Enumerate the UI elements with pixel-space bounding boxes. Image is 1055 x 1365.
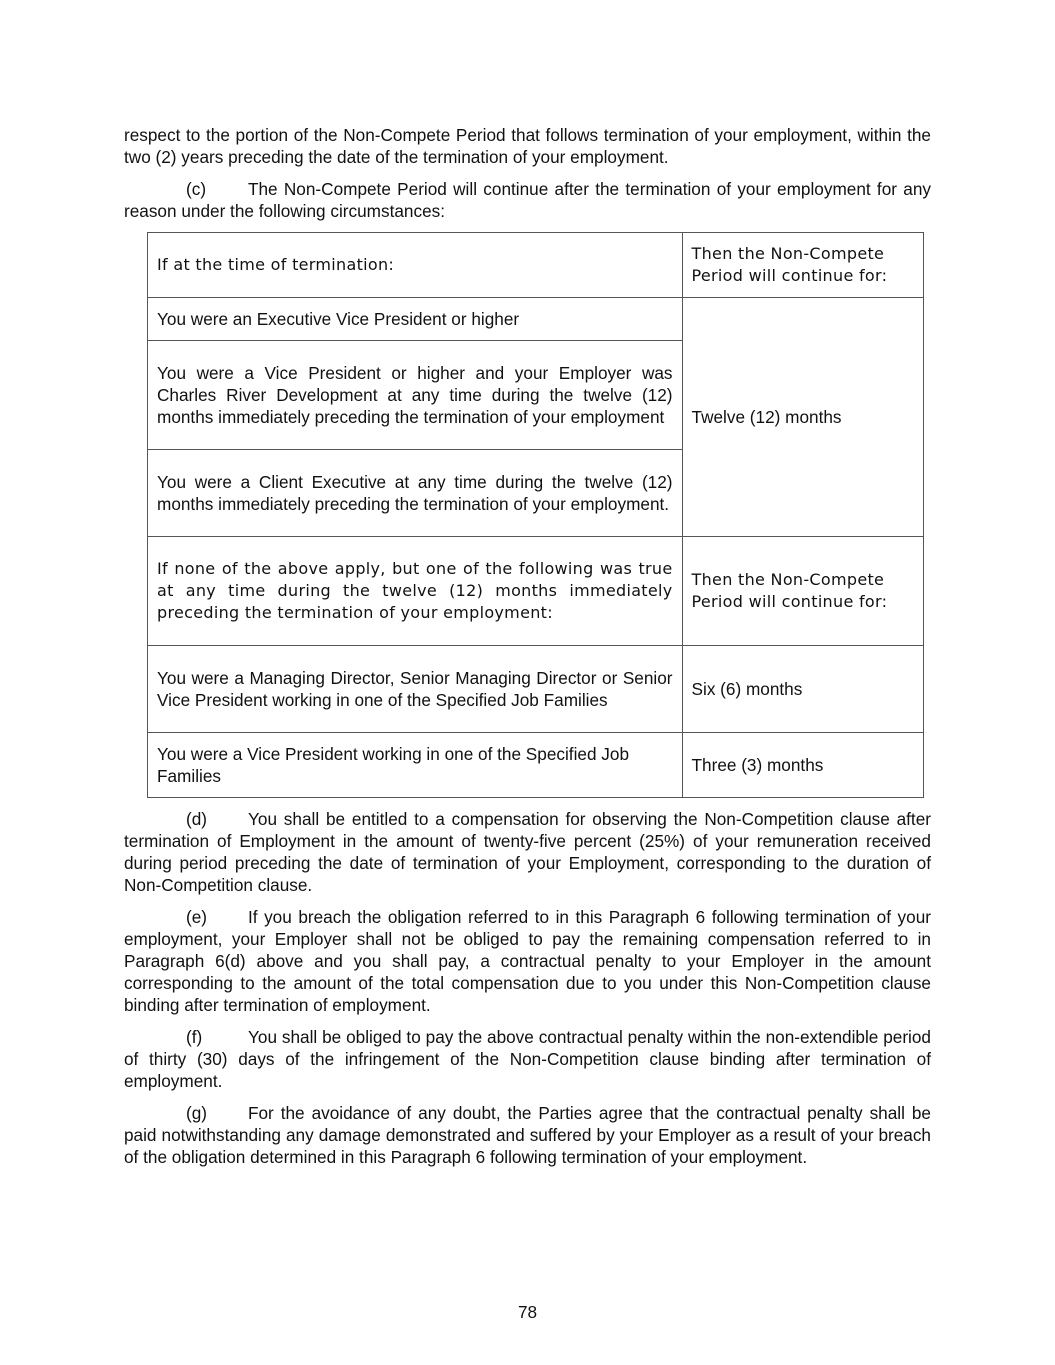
table-cell-six-months: Six (6) months bbox=[682, 646, 923, 733]
paragraph-f-label: (f) bbox=[186, 1027, 203, 1047]
table-cell-vp-crd: You were a Vice President or higher and your Employer was Charles River Development at any time during the twelve (12) months immediately preceding the termination of your employment bbox=[148, 341, 683, 450]
table-header-right: Then the Non-Compete Period will continue for: bbox=[682, 233, 923, 298]
paragraph-f bbox=[124, 1026, 931, 1092]
non-compete-table bbox=[147, 232, 924, 798]
table-subheader-right: Then the Non-Compete Period will continue for: bbox=[682, 537, 923, 646]
table-cell-md: You were a Managing Director, Senior Managing Director or Senior Vice President working in one of the Specified Job Families bbox=[148, 646, 683, 733]
paragraph-d-label: (d) bbox=[186, 809, 208, 829]
paragraph-f-text: You shall be obliged to pay the above contractual penalty within the non-extendible period of thirty (30) days of the infringement of the Non-Competition clause binding after termination of employment. bbox=[124, 1027, 931, 1091]
table-cell-twelve-months: Twelve (12) months bbox=[682, 298, 923, 537]
paragraph-c bbox=[124, 178, 931, 222]
table-header-left: If at the time of termination: bbox=[148, 233, 683, 298]
table-cell-three-months: Three (3) months bbox=[682, 733, 923, 798]
paragraph-e-text: If you breach the obligation referred to in this Paragraph 6 following termination of your employment, your Employer shall not be obliged to pay the remaining compensation referred to in Paragraph 6(d) above and you shall pay, a contractual penalty to your Employer in the amount corresponding to the amount of the total compensation due to you under this Non-Competition clause binding after termination of employment. bbox=[124, 907, 931, 1015]
table-cell-evp: You were an Executive Vice President or higher bbox=[148, 298, 683, 341]
paragraph-c-text: The Non-Compete Period will continue after the termination of your employment for any reason under the following circumstances: bbox=[124, 179, 931, 221]
table-subheader-left: If none of the above apply, but one of the following was true at any time during the twelve (12) months immediately preceding the termination of your employment: bbox=[148, 537, 683, 646]
intro-paragraph: respect to the portion of the Non-Compete Period that follows termination of your employment, within the two (2) years preceding the date of the termination of your employment. bbox=[124, 125, 931, 167]
paragraph-d-text: You shall be entitled to a compensation for observing the Non-Competition clause after termination of Employment in the amount of twenty-five percent (25%) of your remuneration received during period preceding the date of termination of your Employment, corresponding to the duration of Non-Competition clause. bbox=[124, 809, 931, 895]
table-row bbox=[148, 646, 924, 733]
page-number: 78 bbox=[517, 1302, 538, 1322]
paragraph-e-label: (e) bbox=[186, 907, 208, 927]
paragraph-e bbox=[124, 906, 931, 1016]
table-cell-vp: You were a Vice President working in one of the Specified Job Families bbox=[148, 733, 683, 798]
paragraph-g-label: (g) bbox=[186, 1103, 208, 1123]
paragraph-g bbox=[124, 1102, 931, 1168]
document-page bbox=[124, 124, 931, 1168]
table-header-row bbox=[148, 233, 924, 298]
table-row bbox=[148, 733, 924, 798]
table-subheader-row bbox=[148, 537, 924, 646]
table-row bbox=[148, 298, 924, 341]
paragraph-c-label: (c) bbox=[186, 179, 207, 199]
table-cell-client-exec: You were a Client Executive at any time during the twelve (12) months immediately preceding the termination of your employment. bbox=[148, 450, 683, 537]
paragraph-d bbox=[124, 808, 931, 896]
paragraph-g-text: For the avoidance of any doubt, the Parties agree that the contractual penalty shall be paid notwithstanding any damage demonstrated and suffered by your Employer as a result of your breach of the obligation determined in this Paragraph 6 following termination of your employment. bbox=[124, 1103, 931, 1167]
